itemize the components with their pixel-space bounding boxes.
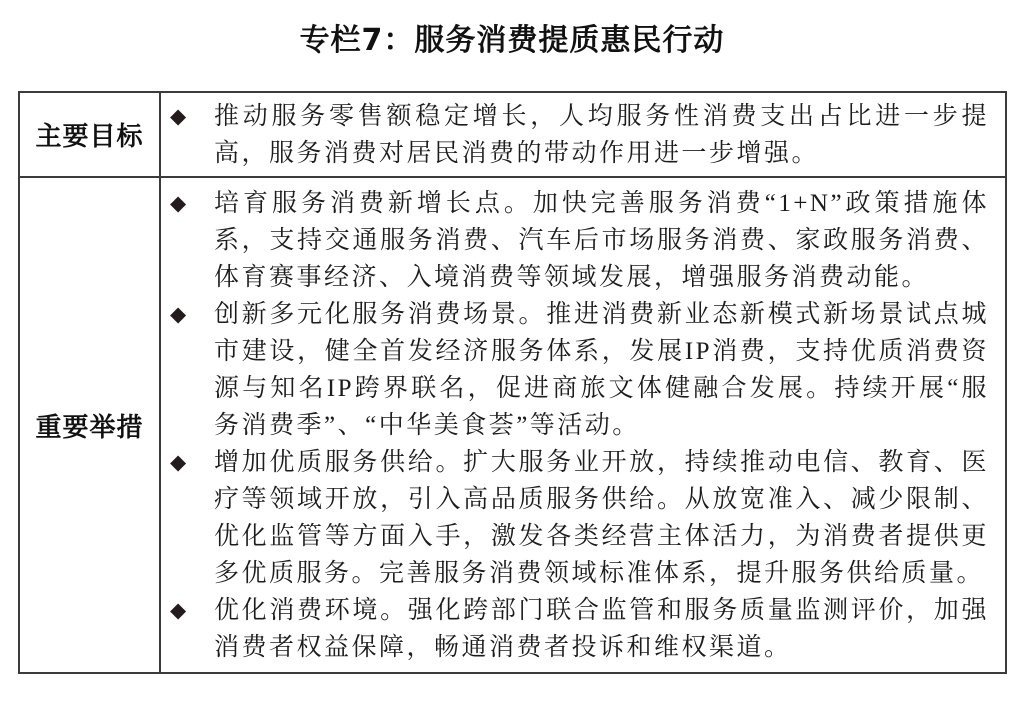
document-page <box>0 21 1024 705</box>
box-title: 专栏7：服务消费提质惠民行动 <box>299 23 725 58</box>
diamond-bullet-icon: ◆ <box>170 449 187 474</box>
row-header-main-goals: 主要目标 <box>20 93 161 176</box>
diamond-bullet-icon: ◆ <box>170 597 187 622</box>
row-content-key-measures <box>161 178 1005 672</box>
row-content-main-goals <box>161 93 1005 176</box>
list-item <box>161 592 1005 666</box>
row-header-key-measures: 重要举措 <box>20 178 161 672</box>
bullet-text: 优化消费环境。强化跨部门联合监管和服务质量监测评价，加强消费者权益保障，畅通消费者投诉和维权渠道。 <box>214 596 989 661</box>
column-box-table <box>18 91 1007 674</box>
list-item <box>161 444 1005 592</box>
diamond-bullet-icon: ◆ <box>170 190 187 215</box>
diamond-bullet-icon: ◆ <box>170 301 187 326</box>
list-item <box>161 185 1005 296</box>
list-item <box>161 296 1005 444</box>
table-row-key-measures <box>20 176 1005 672</box>
list-item <box>161 98 1005 172</box>
bullet-text: 创新多元化服务消费场景。推进消费新业态新模式新场景试点城市建设，健全首发经济服务体系，发展IP消费，支持优质消费资源与知名IP跨界联名，促进商旅文体健融合发展。持续开展“服务消费季”、“中华美食荟”等活动。 <box>214 300 989 439</box>
table-row-main-goals <box>20 93 1005 176</box>
bullet-text: 推动服务零售额稳定增长，人均服务性消费支出占比进一步提高，服务消费对居民消费的带动作用进一步增强。 <box>214 102 989 167</box>
bullet-text: 增加优质服务供给。扩大服务业开放，持续推动电信、教育、医疗等领域开放，引入高品质服务供给。从放宽准入、减少限制、优化监管等方面入手，激发各类经营主体活力，为消费者提供更多优质服务。完善服务消费领域标准体系，提升服务供给质量。 <box>214 448 989 587</box>
bullet-text: 培育服务消费新增长点。加快完善服务消费“1+N”政策措施体系，支持交通服务消费、汽车后市场服务消费、家政服务消费、体育赛事经济、入境消费等领域发展，增强服务消费动能。 <box>214 189 989 291</box>
diamond-bullet-icon: ◆ <box>170 103 187 128</box>
